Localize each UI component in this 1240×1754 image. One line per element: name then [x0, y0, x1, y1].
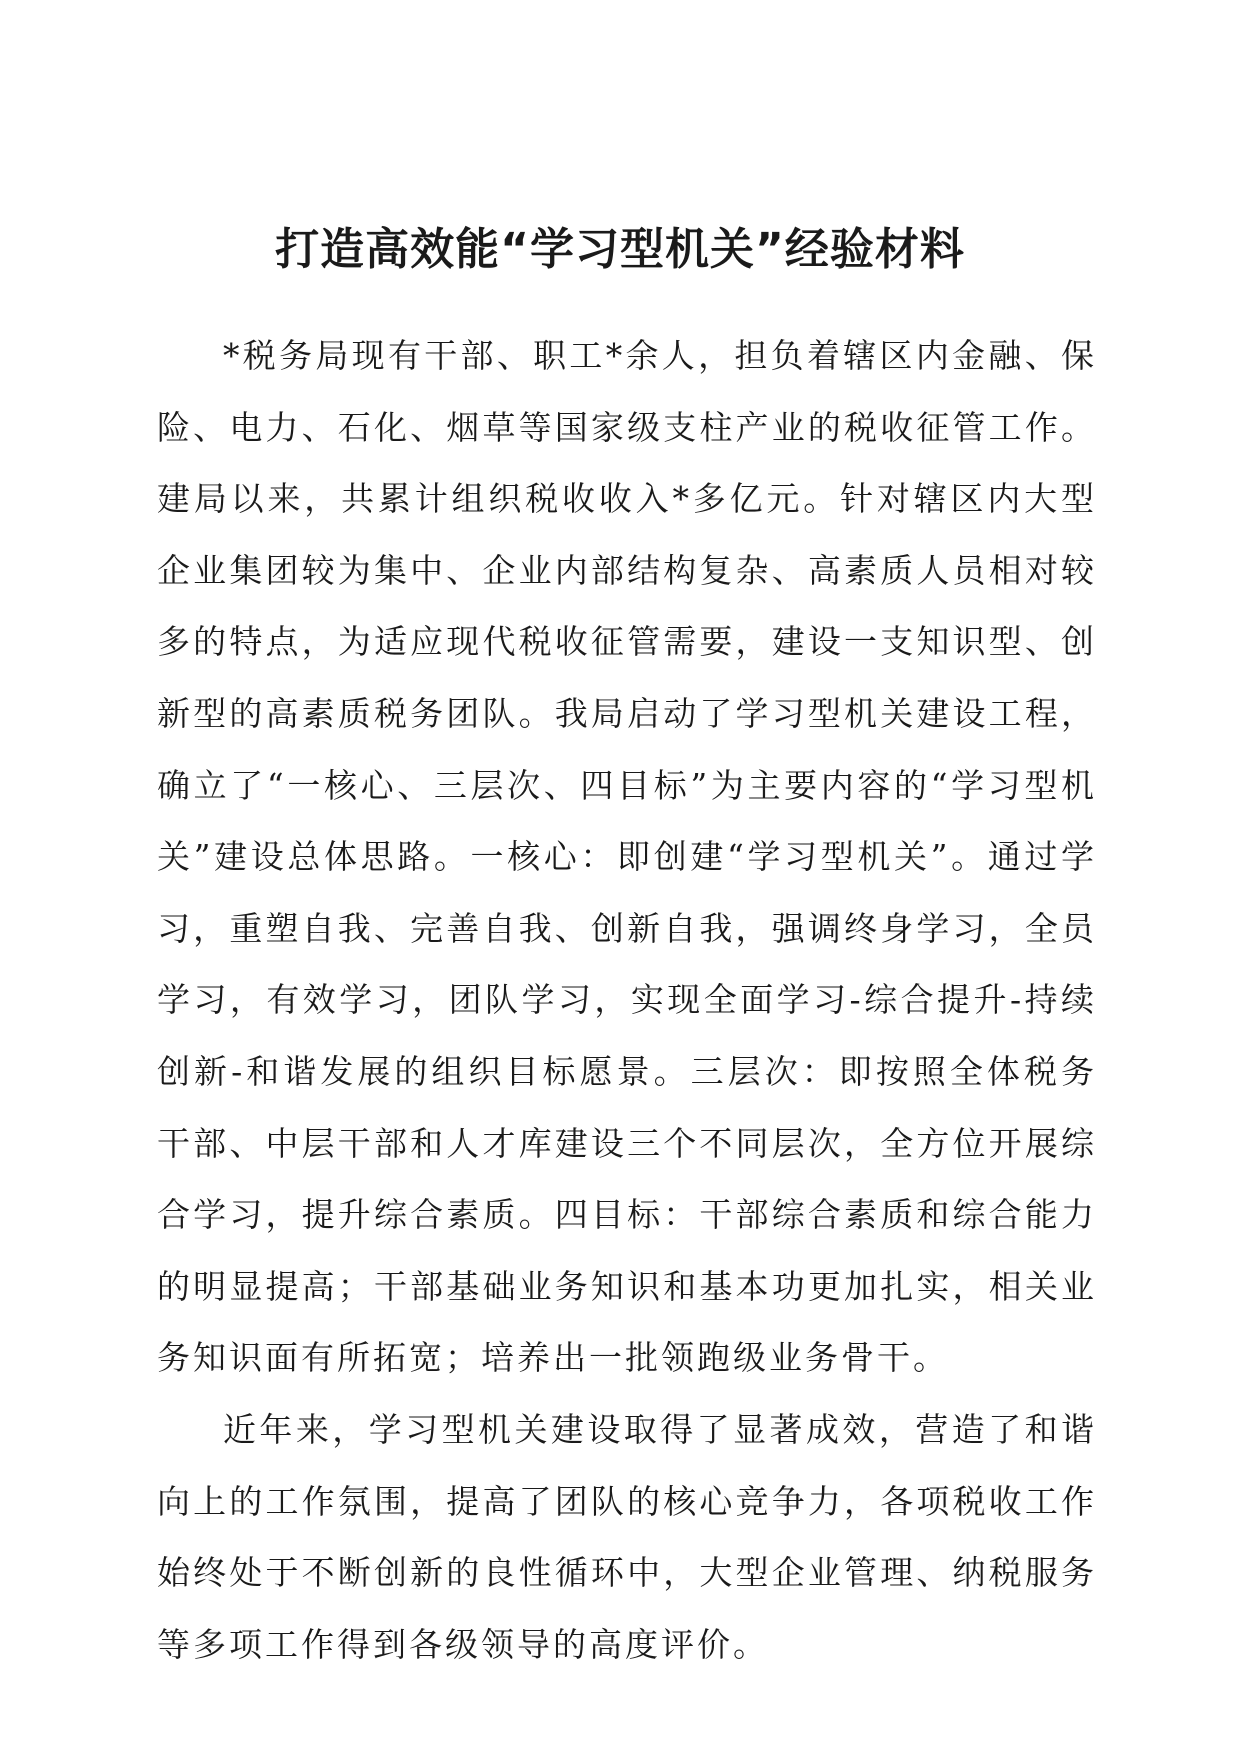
paragraph-intro: *税务局现有干部、职工*余人，担负着辖区内金融、保险、电力、石化、烟草等国家级支柱产业的税收征管工作。建局以来，共累计组织税收收入*多亿元。针对辖区内大型企业集团较为集中、企业内部结构复杂、高素质人员相对较多的特点，为适应现代税收征管需要，建设一支知识型、创新型的高素质税务团队。我局启动了学习型机关建设工程，确立了“一核心、三层次、四目标”为主要内容的“学习型机关”建设总体思路。一核心：即创建“学习型机关”。通过学习，重塑自我、完善自我、创新自我，强调终身学习，全员学习，有效学习，团队学习，实现全面学习-综合提升-持续创新-和谐发展的组织目标愿景。三层次：即按照全体税务干部、中层干部和人才库建设三个不同层次，全方位开展综合学习，提升综合素质。四目标：干部综合素质和综合能力的明显提高；干部基础业务知识和基本功更加扎实，相关业务知识面有所拓宽；培养出一批领跑级业务骨干。	[157, 336, 1097, 1378]
paragraph-results: 近年来，学习型机关建设取得了显著成效，营造了和谐向上的工作氛围，提高了团队的核心竞争力，各项税收工作始终处于不断创新的良性循环中，大型企业管理、纳税服务等多项工作得到各级领导的高度评价。	[157, 1409, 1097, 1664]
document-body	[157, 320, 1097, 1680]
document-title: 打造高效能“学习型机关”经验材料	[275, 224, 965, 275]
